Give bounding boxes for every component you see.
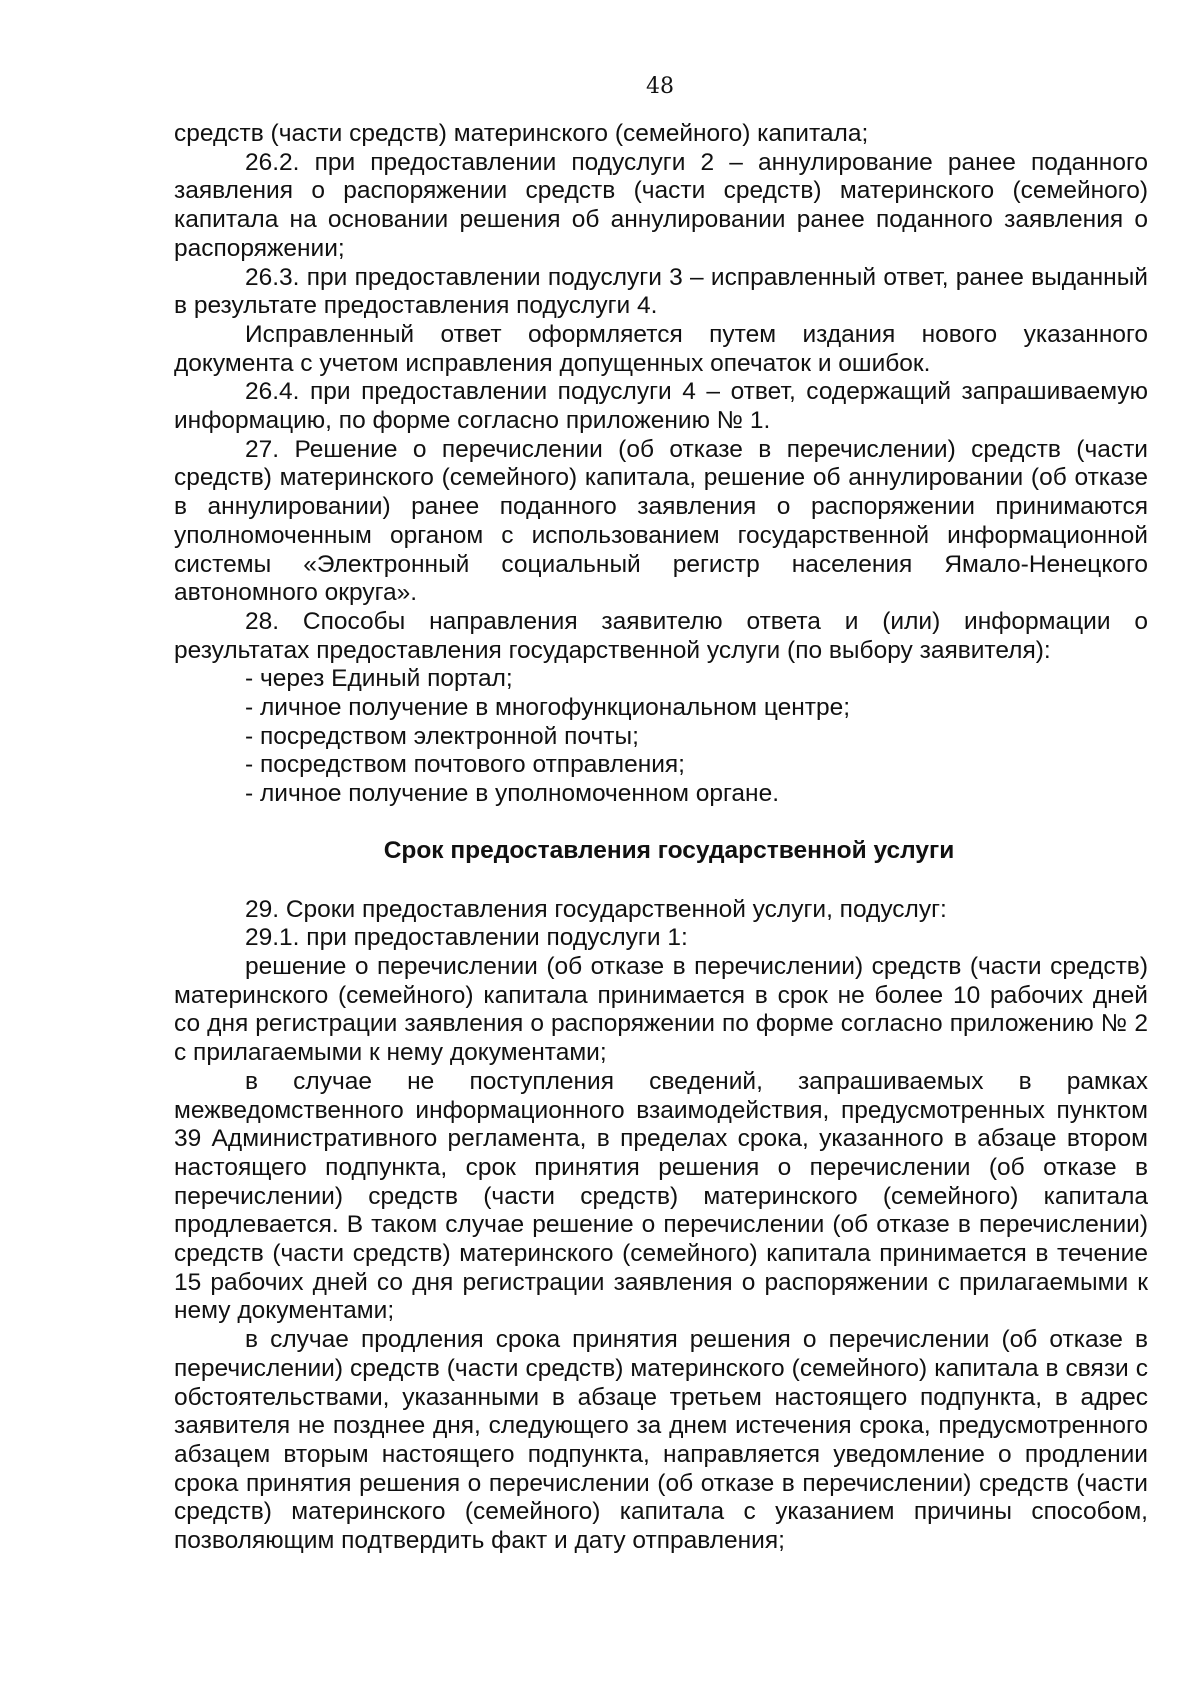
paragraph-28: 28. Способы направления заявителю ответа и (или) информации о результатах предоставления государственной услуги (по выбору заявителя): (174, 607, 1148, 664)
list-item: - личное получение в уполномоченном органе. (245, 780, 780, 808)
paragraph-29: 29. Сроки предоставления государственной услуги, подуслуг: (245, 895, 947, 923)
list-item: - личное получение в многофункциональном центре; (245, 694, 851, 722)
paragraph-26-4: 26.4. при предоставлении подуслуги 4 – ответ, содержащий запрашиваемую информацию, по форме согласно приложению № 1. (174, 378, 1148, 435)
list-item: - посредством почтового отправления; (245, 751, 685, 779)
list-item: - посредством электронной почты; (245, 722, 639, 750)
paragraph-26-3: 26.3. при предоставлении подуслуги 3 – исправленный ответ, ранее выданный в результате предоставления подуслуги 4. (174, 263, 1148, 320)
paragraph-26-2: 26.2. при предоставлении подуслуги 2 – аннулирование ранее поданного заявления о распоряжении средств (части средств) материнского (семейного) капитала на основании решения об аннулировании ранее поданного заявления о распоряжении; (174, 148, 1148, 262)
section-heading: Срок предоставления государственной услуги (383, 836, 955, 864)
document-body (174, 120, 1148, 1556)
paragraph-27: 27. Решение о перечислении (об отказе в перечислении) средств (части средств) материнского (семейного) капитала, решение об аннулировании (об отказе в аннулировании) ранее поданного заявления о распоряжении принимаются уполномоченным органом с использованием государственной информационной системы «Электронный социальный регистр населения Ямало-Ненецкого автономного округа». (174, 435, 1148, 607)
paragraph-extension-notice: в случае продления срока принятия решения о перечислении (об отказе в перечислении) средств (части средств) материнского (семейного) капитала в связи с обстоятельствами, указанными в абзаце третьем настоящего подпункта, в адрес заявителя не позднее дня, следующего за днем истечения срока, предусмотренного абзацем вторым настоящего подпункта, направляется уведомление о продлении срока принятия решения о перечислении (об отказе в перечислении) средств (части средств) материнского (семейного) капитала с указанием причины способом, позволяющим подтвердить факт и дату отправления; (174, 1326, 1148, 1555)
paragraph-continuation: средств (части средств) материнского (семейного) капитала; (174, 120, 869, 147)
list-item: - через Единый портал; (245, 665, 513, 693)
page-number: 48 (646, 74, 674, 99)
paragraph-extension-case: в случае не поступления сведений, запрашиваемых в рамках межведомственного информационного взаимодействия, предусмотренных пунктом 39 Административного регламента, в пределах срока, указанного в абзаце втором настоящего подпункта, срок принятия решения о перечислении (об отказе в перечислении) средств (части средств) материнского (семейного) капитала продлевается. В таком случае решение о перечислении (об отказе в перечислении) средств (части средств) материнского (семейного) капитала принимается в течение 15 рабочих дней со дня регистрации заявления о распоряжении с прилагаемыми к нему документами; (174, 1067, 1148, 1325)
paragraph-corrected-answer: Исправленный ответ оформляется путем издания нового указанного документа с учетом исправления допущенных опечаток и ошибок. (174, 320, 1148, 377)
paragraph-29-1: 29.1. при предоставлении подуслуги 1: (245, 924, 688, 952)
paragraph-decision-deadline: решение о перечислении (об отказе в перечислении) средств (части средств) материнского (семейного) капитала принимается в срок не более 10 рабочих дней со дня регистрации заявления о распоряжении по форме согласно приложению № 2 с прилагаемыми к нему документами; (174, 952, 1148, 1067)
